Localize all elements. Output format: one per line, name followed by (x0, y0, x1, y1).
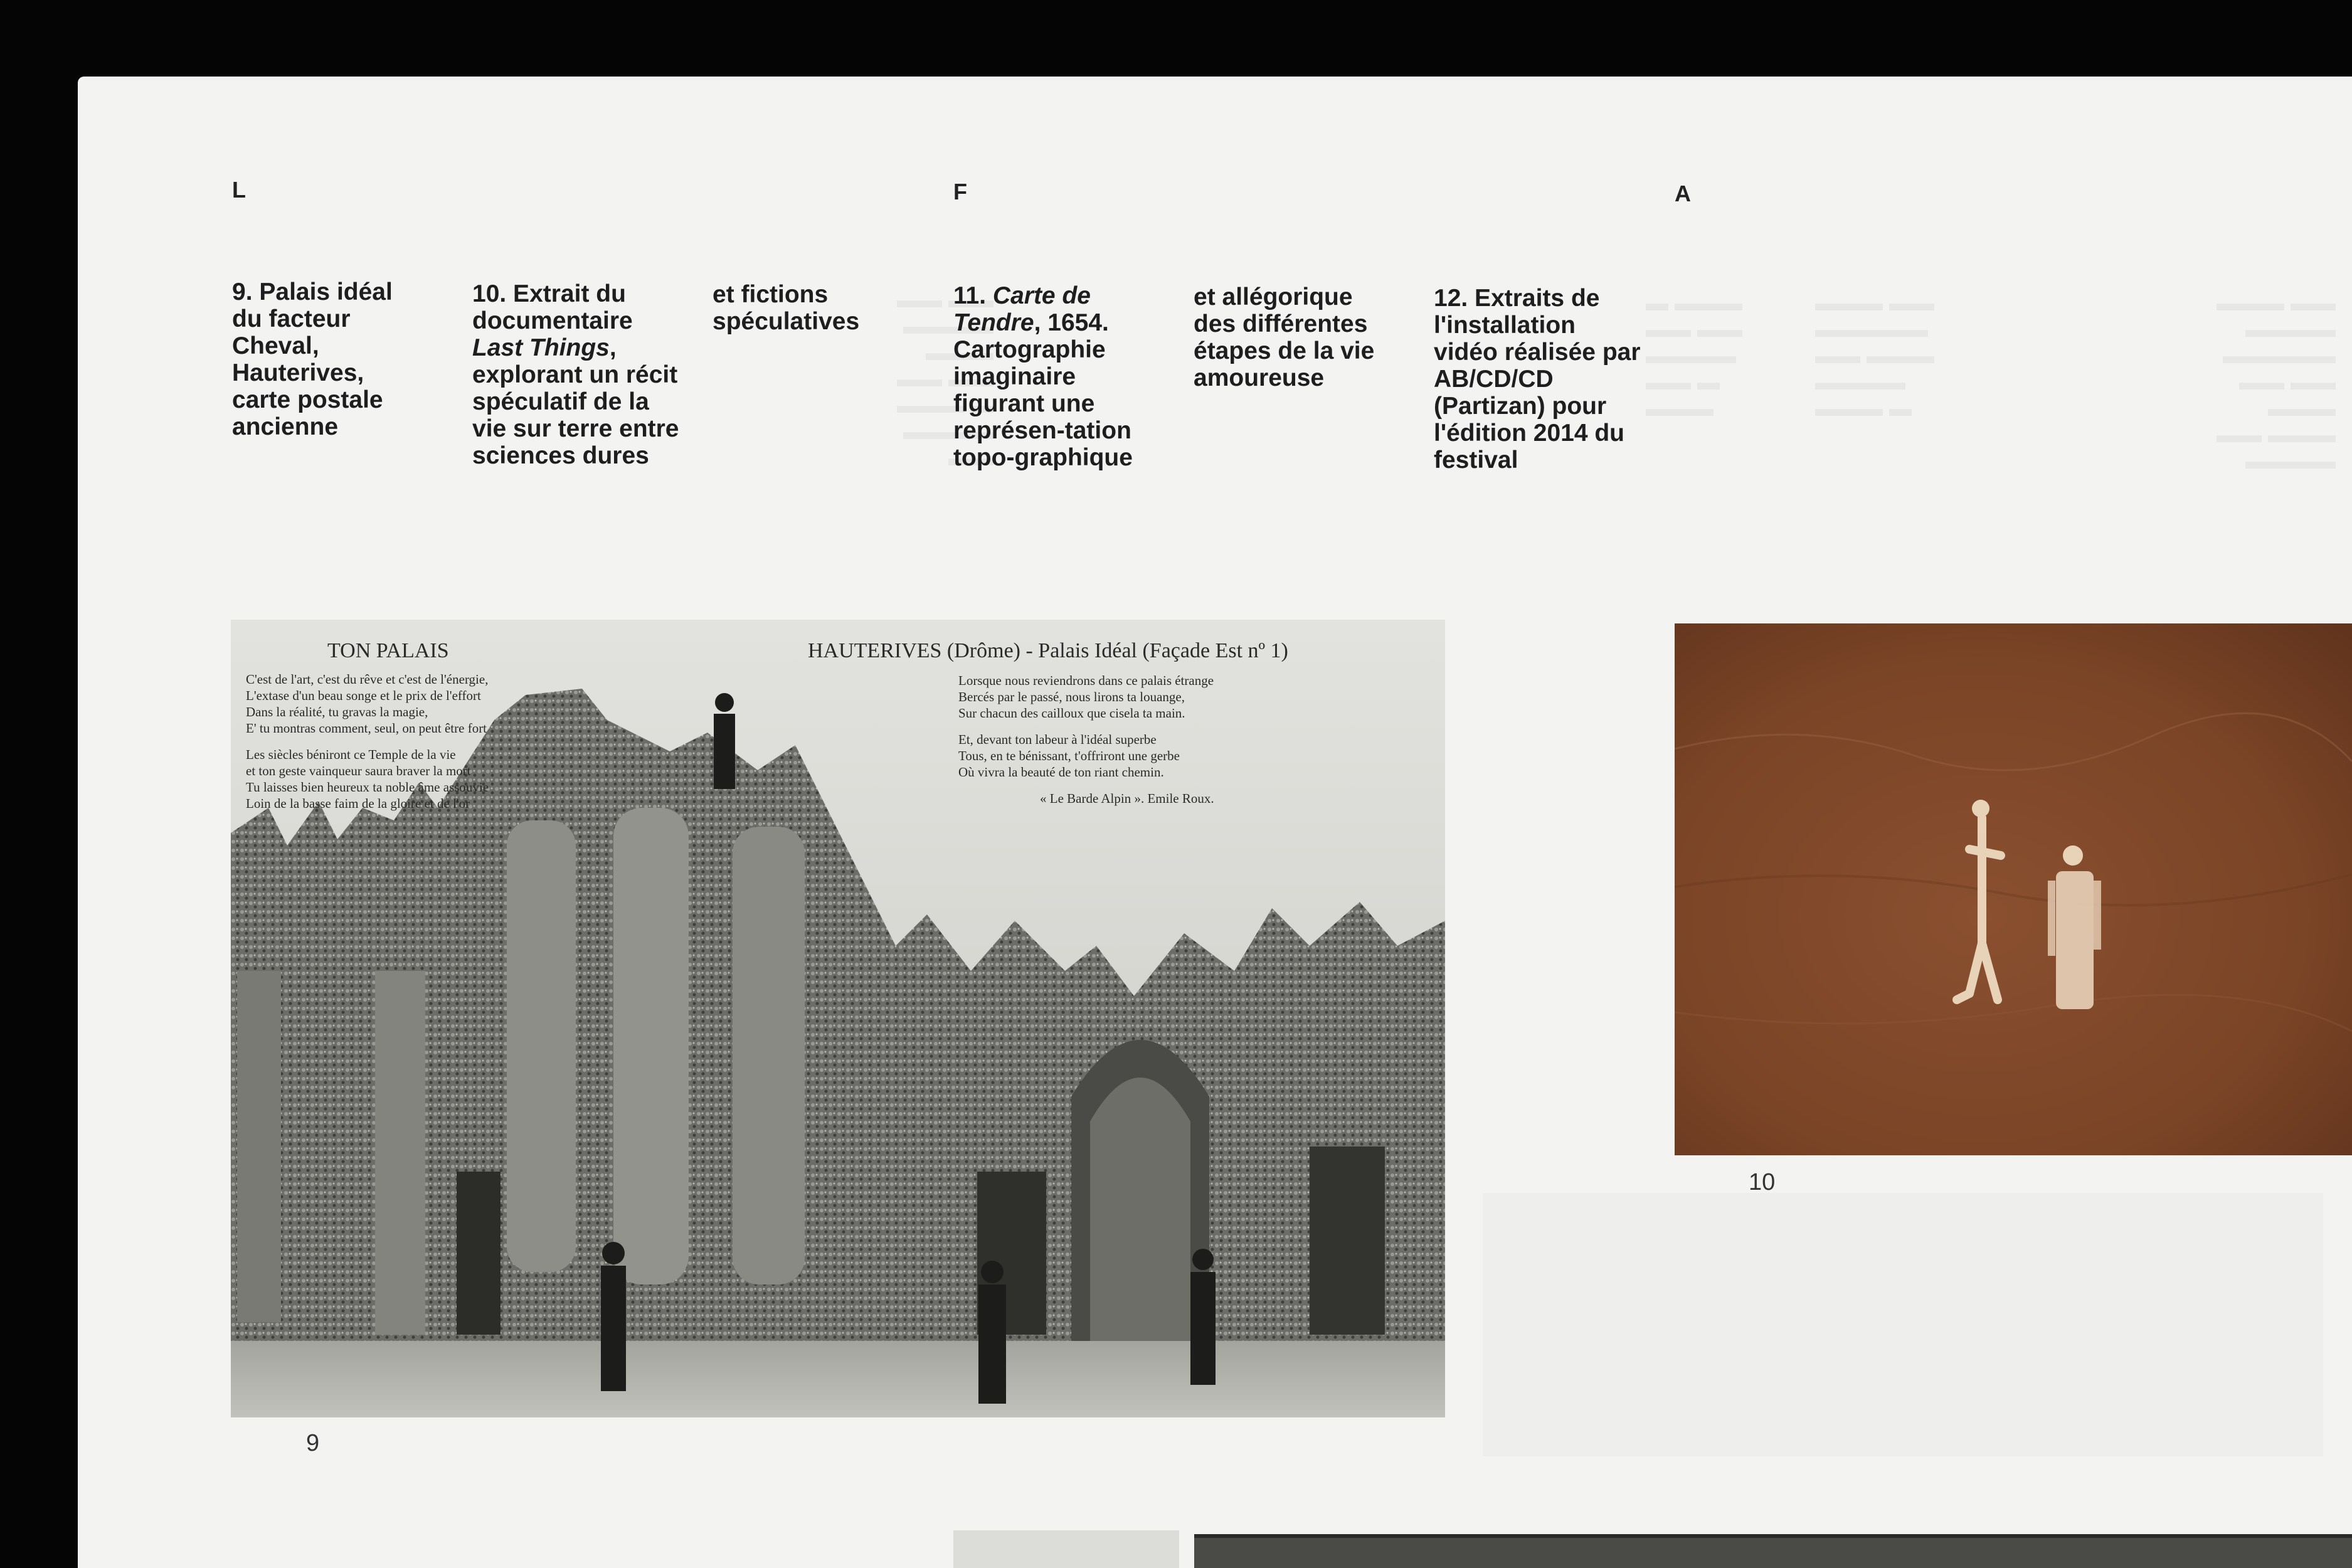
poem-right-line: Lorsque nous reviendrons dans ce palais étrange (958, 673, 1214, 688)
section-letter-l: L (232, 177, 246, 203)
partial-image-left (953, 1530, 1179, 1568)
poem-left-line: E' tu montras comment, seul, on peut être fort (246, 721, 487, 736)
poem-left-line: C'est de l'art, c'est du rêve et c'est de l'énergie, (246, 672, 489, 687)
poem-right-line: Et, devant ton labeur à l'idéal superbe (958, 732, 1157, 747)
caption-11-title: Carte de Tendre (953, 282, 1091, 336)
poem-left-line: L'extase d'un beau songe et le prix de l'effort (246, 688, 481, 703)
show-through-text-3 (1815, 290, 1959, 421)
poem-left-line: Tu laisses bien heureux ta noble âme assouvie (246, 780, 489, 795)
poem-right-line: Bercés par le passé, nous lirons ta louange, (958, 689, 1185, 704)
postcard-title-left: TON PALAIS (327, 639, 449, 662)
figure-number-10: 10 (1749, 1169, 1776, 1195)
poem-left-line: Les siècles béniront ce Temple de la vie (246, 747, 456, 762)
caption-11-number: 11. (953, 282, 993, 309)
petroglyph-image (1675, 623, 2352, 1155)
figure-10-petroglyph (1675, 623, 2352, 1155)
caption-10-text: , explorant un récit spéculatif de la vie sur terre entre sciences dures (472, 334, 679, 469)
section-letter-f: F (953, 179, 967, 204)
poem-left-line: Loin de la basse faim de la gloire et de l'or (246, 796, 470, 811)
poem-signature: « Le Barde Alpin ». Emile Roux. (1040, 791, 1214, 806)
caption-10-continued: et fictions spéculatives (712, 281, 860, 335)
caption-12: 12. Extraits de l'installation vidéo réalisée par AB/CD/CD (Partizan) pour l'édition 2014 du festival (1434, 285, 1641, 474)
poem-left-line: Dans la réalité, tu gravas la magie, (246, 704, 428, 719)
show-through-text-4 (2148, 290, 2336, 474)
show-through-image (1483, 1193, 2323, 1456)
caption-11-text: , 1654. Cartographie imaginaire figurant une représen-tation topo-graphique (953, 309, 1133, 471)
figure-number-9: 9 (306, 1430, 320, 1456)
figure-9-postcard (231, 620, 1445, 1417)
show-through-text-1 (849, 287, 993, 471)
show-through-text-2 (1646, 290, 1790, 421)
caption-10-number: 10. Extrait du documentaire (472, 280, 633, 334)
partial-image-right (1194, 1534, 2352, 1568)
caption-10 (472, 280, 686, 469)
poem-right-line: Tous, en te bénissant, t'offriront une gerbe (958, 748, 1180, 763)
postcard-title-right: HAUTERIVES (Drôme) - Palais Idéal (Façade Est nº 1) (808, 639, 1288, 662)
caption-10-title: Last Things (472, 334, 610, 361)
caption-9: 9. Palais idéal du facteur Cheval, Hauterives, carte postale ancienne (232, 278, 393, 440)
poem-left-line: et ton geste vainqueur saura braver la mort (246, 763, 471, 778)
poem-right-line: Sur chacun des cailloux que cisela ta main. (958, 706, 1185, 721)
postcard-image (231, 620, 1445, 1417)
poem-right-line: Où vivra la beauté de ton riant chemin. (958, 765, 1164, 780)
section-letter-a: A (1675, 181, 1691, 206)
caption-11-continued: et allégorique des différentes étapes de la vie amoureuse (1194, 283, 1375, 391)
magazine-page (78, 77, 2352, 1568)
